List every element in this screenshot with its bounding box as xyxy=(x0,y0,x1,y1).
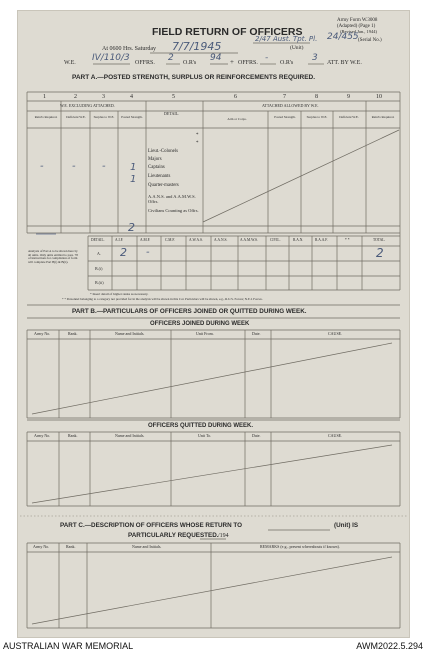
serial-label: (Serial No.) xyxy=(358,38,382,43)
analysis-row-label: A. xyxy=(97,251,101,256)
part-c-col: Army No. xyxy=(33,544,50,549)
col-header: Surplus to W.E. xyxy=(306,115,328,119)
analysis-col: TOTAL. xyxy=(373,238,386,242)
col-number: 9 xyxy=(347,94,350,100)
serial-number: 24/455 xyxy=(327,32,359,42)
col-header: Deficient W.E. xyxy=(339,115,359,119)
deficient-entry: - xyxy=(72,161,76,172)
analysis-col: * * xyxy=(345,238,350,242)
analysis-col: A.W.A.S. xyxy=(189,238,203,242)
asterisk: * xyxy=(196,141,199,146)
joined-col: Army No. xyxy=(34,331,51,336)
quitted-col: Name and Initials. xyxy=(115,433,145,438)
part-c-requested: PARTICULARLY REQUESTED. xyxy=(128,532,219,539)
posted-captains: 1 xyxy=(130,162,137,173)
asterisk: * xyxy=(196,133,199,138)
posted-total: 2 xyxy=(128,221,135,234)
plus-sign: + xyxy=(230,58,234,66)
col-header: Posted Strength. xyxy=(274,115,296,119)
joined-col: CAUSE. xyxy=(328,331,343,336)
col-number: 10 xyxy=(376,94,382,100)
army-form-adapted: (Adapted) (Page 1) xyxy=(337,24,376,29)
army-form-number: Army Form W.3008 xyxy=(337,18,378,23)
att-ors-label: O.R's xyxy=(280,60,294,66)
unit-name: 2/47 Aust. Tpt. Pl. xyxy=(255,35,318,43)
col-header: Posted Strength. xyxy=(121,115,143,119)
footnote-2: * * Personnel belonging to a category not provided for in the analysis will be shown in this Col. Particulars will be shown, e.g., R.U.S. Forces; N.E.I. Forces. xyxy=(62,297,263,301)
posted-lieutenants: 1 xyxy=(130,174,137,185)
rank-label: Captains xyxy=(148,165,165,170)
unit-label: (Unit) xyxy=(290,45,304,51)
archive-footer xyxy=(0,639,427,653)
ors-label: O.R's xyxy=(183,60,197,66)
part-c-heading: PART C.—DESCRIPTION OF OFFICERS WHOSE RETURN TO xyxy=(60,522,243,529)
quitted-col: CAUSE. xyxy=(328,433,343,438)
part-a-heading: PART A.—POSTED STRENGTH, SURPLUS OR REINFORCEMENTS REQUIRED. xyxy=(72,74,316,81)
rank-label: Quarter-masters xyxy=(148,183,179,188)
joined-col: Rank. xyxy=(68,331,78,336)
col-number: 6 xyxy=(234,94,237,100)
col-number: 3 xyxy=(102,94,105,100)
part-c-col: Rank. xyxy=(66,544,76,549)
form-title: FIELD RETURN OF OFFICERS xyxy=(152,26,303,38)
analysis-col: A.I.F. xyxy=(115,238,124,242)
quitted-title: OFFICERS QUITTED DURING WEEK. xyxy=(148,423,253,429)
joined-col: Unit From. xyxy=(196,331,214,336)
part-b-heading: PART B.—PARTICULARS OF OFFICERS JOINED OR QUITTED DURING WEEK. xyxy=(72,308,307,315)
quitted-col: Rank. xyxy=(68,433,78,438)
quitted-col: Date. xyxy=(252,433,261,438)
footer-source: AUSTRALIAN WAR MEMORIAL xyxy=(3,641,134,651)
surplus-entry: - xyxy=(102,161,106,172)
quitted-col: Unit To. xyxy=(198,433,212,438)
col-header: Deficient W.E. xyxy=(66,115,86,119)
col-number: 4 xyxy=(130,94,133,100)
col-number: 7 xyxy=(283,94,286,100)
col-number: 5 xyxy=(172,94,175,100)
att-offrs-label: OFFRS. xyxy=(238,60,258,66)
col-header: Rein'ts Required. xyxy=(34,115,58,119)
detail-header: DETAIL. xyxy=(164,111,180,116)
part-c-col: REMARKS (e.g., present whereabouts if known). xyxy=(260,544,340,549)
analysis-row-label: B.(i) xyxy=(95,266,103,271)
we-label: W.E. xyxy=(64,60,76,66)
col-header: Surplus to W.E. xyxy=(93,115,115,119)
return-date: 7/7/1945 xyxy=(172,40,222,53)
rein-required-entry: - xyxy=(40,161,44,172)
analysis-row-label: B.(ii) xyxy=(95,280,104,285)
analysis-note: Analysis of Part A to be shown here by all units. Only units entitled to para. 78 of instructions for compilation of form will complete Part B(i) & B(ii). xyxy=(28,249,78,265)
att-ors-value: 3 xyxy=(312,53,318,63)
offrs-label: OFFRS. xyxy=(135,60,155,66)
col-header: Rein'ts Required. xyxy=(371,115,395,119)
analysis-col: A.A.M.W.S. xyxy=(240,238,258,242)
footer-accession: AWM2022.5.294 xyxy=(356,641,423,651)
part-c-date: /194 xyxy=(218,533,229,539)
col-number: 8 xyxy=(315,94,318,100)
attached-allowed-header: ATTACHED ALLOWED BY W.E. xyxy=(262,103,319,108)
rank-label: Lieutenants xyxy=(148,174,171,179)
joined-col: Date. xyxy=(252,331,261,336)
analysis-col: R.A.N. xyxy=(293,238,304,242)
analysis-col: CIVIL. xyxy=(270,238,281,242)
analysis-col: DETAIL. xyxy=(91,238,105,242)
col-header: Arm or Corps. xyxy=(227,117,247,121)
army-form-revised: (Revised Jan., 1944) xyxy=(340,29,377,34)
at-hours-label: At 0600 Hrs. Saturday xyxy=(102,46,156,52)
joined-title: OFFICERS JOINED DURING WEEK xyxy=(150,321,250,327)
analysis-col: A.M.F. xyxy=(140,238,151,242)
att-by-we-label: ATT. BY W.E. xyxy=(327,60,362,66)
analysis-aif-value: 2 xyxy=(120,246,127,259)
analysis-col: R.A.A.F. xyxy=(315,238,328,242)
rank-label: Majors xyxy=(148,157,162,162)
we-excluding-attached-header: W.E. EXCLUDING ATTACHED. xyxy=(60,103,115,108)
ors-value: 94 xyxy=(210,53,222,63)
part-c-unit-is: (Unit) IS xyxy=(334,522,359,529)
col-number: 1 xyxy=(43,94,46,100)
col-number: 2 xyxy=(74,94,77,100)
joined-col: Name and Initials. xyxy=(115,331,145,336)
analysis-col: A.A.N.S. xyxy=(214,238,228,242)
footnote-1: * Insert detail of higher ranks as necessary. xyxy=(90,292,149,296)
analysis-col: C.M.F. xyxy=(165,238,175,242)
rank-label: Lieut.-Colonels xyxy=(148,149,178,154)
analysis-total-value: 2 xyxy=(376,246,384,260)
offrs-value: 2 xyxy=(168,53,174,63)
analysis-amf-value: - xyxy=(146,247,150,258)
part-c-col: Name and Initials. xyxy=(132,544,162,549)
rank-label: Civilians Counting as Offrs. xyxy=(148,208,199,213)
quitted-col: Army No. xyxy=(34,433,51,438)
att-offrs-value: - xyxy=(265,53,269,63)
rank-label: A.A.N.S. and A.A.M.W.S. Offrs. xyxy=(148,194,196,204)
we-value: IV/110/3 xyxy=(92,53,130,63)
